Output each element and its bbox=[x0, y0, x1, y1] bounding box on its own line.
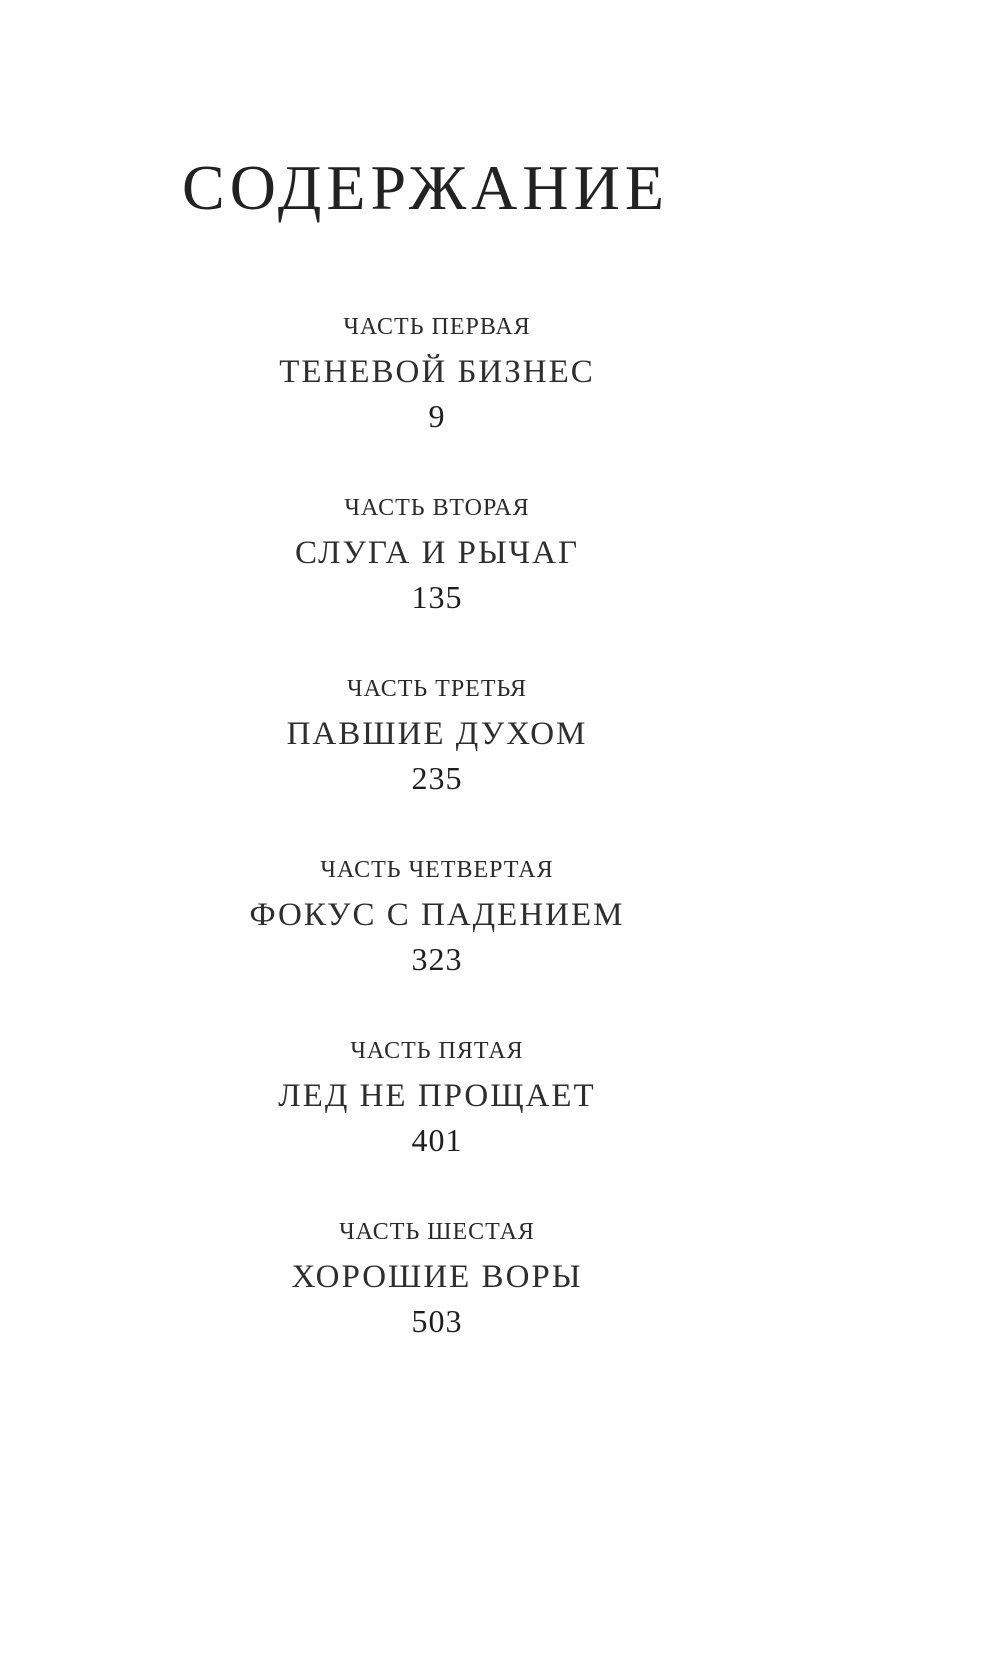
part-label: ЧАСТЬ ТРЕТЬЯ bbox=[346, 676, 528, 702]
part-title: ФОКУС С ПАДЕНИЕМ bbox=[249, 897, 625, 933]
page-title: СОДЕРЖАНИЕ bbox=[182, 152, 669, 223]
part-title: ТЕНЕВОЙ БИЗНЕС bbox=[279, 354, 595, 390]
part-label: ЧАСТЬ ЧЕТВЕРТАЯ bbox=[320, 857, 554, 883]
part-title: ПАВШИЕ ДУХОМ bbox=[286, 716, 588, 752]
toc-entry-part-3 bbox=[0, 674, 874, 855]
page-number: 401 bbox=[411, 1122, 463, 1158]
page-number: 9 bbox=[428, 398, 446, 434]
page-number: 235 bbox=[411, 760, 463, 796]
toc-entry-part-6 bbox=[0, 1217, 874, 1398]
part-title: ЛЕД НЕ ПРОЩАЕТ bbox=[278, 1078, 596, 1114]
part-title: СЛУГА И РЫЧАГ bbox=[294, 535, 580, 571]
part-label: ЧАСТЬ ПЯТАЯ bbox=[350, 1038, 524, 1064]
part-title: ХОРОШИЕ ВОРЫ bbox=[291, 1259, 583, 1295]
part-label: ЧАСТЬ ВТОРАЯ bbox=[344, 495, 530, 521]
toc-entry-part-2 bbox=[0, 493, 874, 674]
page-number: 135 bbox=[411, 579, 463, 615]
part-label: ЧАСТЬ ПЕРВАЯ bbox=[343, 314, 531, 340]
toc-entry-part-1 bbox=[0, 312, 874, 493]
page-number: 323 bbox=[411, 941, 463, 977]
toc-entry-part-5 bbox=[0, 1036, 874, 1217]
part-label: ЧАСТЬ ШЕСТАЯ bbox=[339, 1219, 535, 1245]
toc-entry-part-4 bbox=[0, 855, 874, 1036]
page-number: 503 bbox=[411, 1303, 463, 1339]
toc-list bbox=[0, 312, 874, 1398]
